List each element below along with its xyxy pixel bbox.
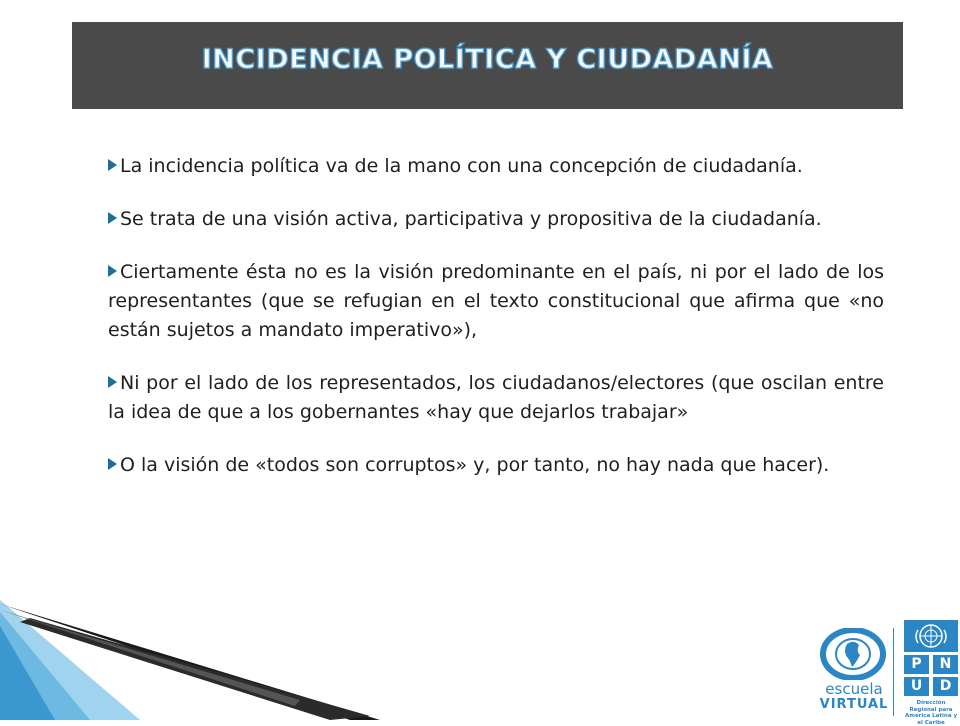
bullet-item — [108, 205, 884, 234]
pnud-letter: U — [904, 677, 929, 696]
escuela-globe-icon — [820, 628, 886, 680]
bullet-arrow-icon — [108, 458, 117, 470]
bullet-item — [108, 258, 884, 345]
bullet-arrow-icon — [108, 159, 117, 171]
bullet-item — [108, 369, 884, 427]
bullet-item — [108, 152, 884, 181]
pnud-letter: D — [933, 677, 958, 696]
pnud-caption: Dirección Regional para América Latina y el Caribe — [904, 700, 958, 726]
bullet-item — [108, 451, 884, 480]
bullet-text: La incidencia política va de la mano con una concepción de ciudadanía. — [120, 155, 803, 177]
bullet-text: Se trata de una visión activa, participativa y propositiva de la ciudadanía. — [120, 208, 822, 230]
bullet-arrow-icon — [108, 265, 117, 277]
slide-title: INCIDENCIA POLÍTICA Y CIUDADANÍA — [201, 44, 774, 75]
bullet-arrow-icon — [108, 212, 117, 224]
pnud-letter: P — [904, 655, 929, 674]
virtual-label: VIRTUAL — [819, 697, 889, 712]
un-emblem-icon — [904, 620, 958, 652]
escuela-virtual-logo — [812, 628, 896, 716]
bullet-list — [108, 152, 884, 504]
bullet-text: O la visión de «todos son corruptos» y, por tanto, no hay nada que hacer). — [120, 454, 830, 476]
bullet-text: Ni por el lado de los representados, los ciudadanos/electores (que oscilan entre la idea de que a los gobernantes «hay que dejarlos trabajar» — [108, 372, 884, 423]
bullet-arrow-icon — [108, 376, 117, 388]
corner-swoosh-decoration — [0, 560, 420, 720]
escuela-label: escuela — [825, 680, 883, 698]
bullet-text: Ciertamente ésta no es la visión predominante en el país, ni por el lado de los representantes (que se refugian en el texto constitucional que afirma que «no están sujetos a mandato imperativo»), — [108, 261, 884, 341]
pnud-letter: N — [933, 655, 958, 674]
title-bar — [72, 22, 903, 109]
logo-divider — [893, 628, 894, 716]
pnud-logo — [904, 620, 958, 726]
